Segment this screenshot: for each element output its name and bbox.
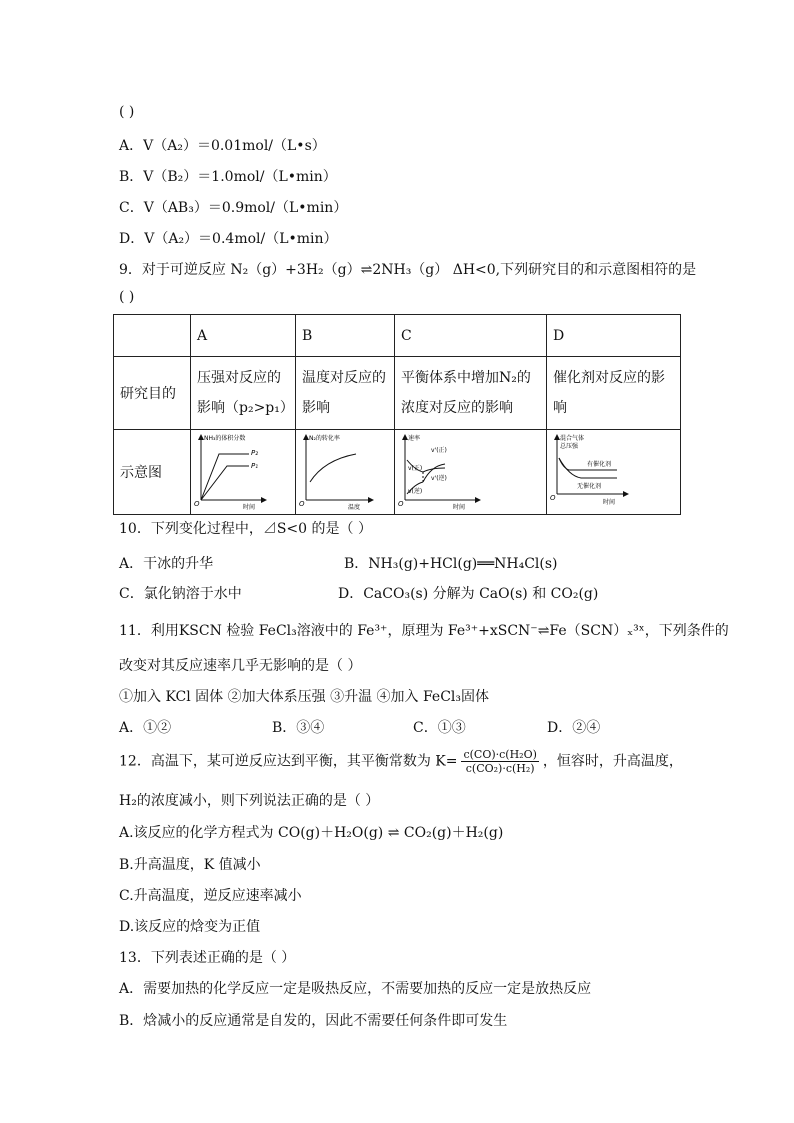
q9-c-ylabel: 速率 [408, 435, 421, 442]
q9-c-origin: O [398, 500, 404, 508]
q12-k-fraction [461, 748, 538, 775]
q9-a-origin: O [194, 500, 200, 508]
q9-d-origin: O [550, 494, 556, 502]
q9-b-ylabel: N₂的转化率 [309, 435, 340, 442]
q9-c-xlabel: 时间 [453, 504, 466, 510]
q11-option-d: D．②④ [547, 720, 601, 736]
q9-c-label-v-reverse: v(逆) [408, 488, 423, 495]
q9-c-label-v-forward: v(正) [408, 465, 423, 472]
q8-option-c: C．V（AB₃）＝0.9mol/（L•min） [119, 200, 348, 216]
q11-option-a: A．①② [119, 720, 172, 736]
q12-stem-post: ，恒容时，升高温度， [542, 753, 683, 770]
q12-stem-pre: 12．高温下，某可逆反应达到平衡，其平衡常数为 K= [119, 753, 458, 770]
q9-header-c: C [395, 315, 547, 357]
q8-option-d: D．V（A₂）＝0.4mol/（L•min） [119, 231, 338, 247]
q13-option-b: B．焓减小的反应通常是自发的，因此不需要任何条件即可发生 [119, 1013, 508, 1029]
q9-b-xlabel: 温度 [348, 504, 361, 510]
q10-option-b: B．NH₃(g)+HCl(g)══NH₄Cl(s) [344, 556, 558, 572]
q10-stem: 10．下列变化过程中，⊿S<0 的是（ ） [119, 521, 372, 537]
q9-c-label-vprime-reverse: v'(逆) [431, 475, 447, 482]
q12-option-c: C.升高温度，逆反应速率减小 [119, 888, 302, 904]
q9-purpose-d: 催化剂对反应的影响 [547, 357, 681, 430]
q9-diagram-c-cell [395, 430, 547, 515]
q9-diagram-b-cell [296, 430, 395, 515]
q13-stem: 13．下列表述正确的是（ ） [119, 950, 296, 966]
q9-b-origin: O [299, 500, 305, 508]
q12-option-d: D.该反应的焓变为正值 [119, 919, 261, 935]
q9-diagram-d-cell [547, 430, 681, 515]
q9-d-xlabel: 时间 [603, 499, 616, 506]
q9-paren: ( ) [119, 289, 135, 305]
q9-diagram-b [296, 430, 394, 510]
q11-option-b: B．③④ [272, 720, 325, 736]
q9-d-ylabel-1: 混合气体 [560, 435, 585, 442]
q9-d-label-no-catalyst: 无催化剂 [577, 483, 602, 490]
q9-diagram-a-cell [191, 430, 296, 515]
q9-purpose-a: 压强对反应的影响（p₂>p₁） [191, 357, 296, 430]
q11-conditions: ①加入 KCl 固体 ②加大体系压强 ③升温 ④加入 FeCl₃固体 [119, 689, 490, 705]
q13-option-a: A．需要加热的化学反应一定是吸热反应，不需要加热的反应一定是放热反应 [119, 981, 592, 997]
q9-a-ylabel: NH₃的体积分数 [204, 435, 246, 442]
q9-a-xlabel: 时间 [243, 504, 256, 510]
q12-option-a: A.该反应的化学方程式为 CO(g)＋H₂O(g) ⇌ CO₂(g)＋H₂(g) [119, 825, 504, 841]
q9-diagram-a [191, 430, 291, 510]
q8-option-b: B．V（B₂）＝1.0mol/（L•min） [119, 169, 337, 185]
q9-header-b: B [296, 315, 395, 357]
q9-purpose-b: 温度对反应的影响 [296, 357, 395, 430]
q8-paren: ( ) [119, 104, 135, 120]
q9-header-d: D [547, 315, 681, 357]
q11-stem-2: 改变对其反应速率几乎无影响的是（ ） [119, 658, 362, 674]
q10-option-c: C．氯化钠溶于水中 [119, 586, 242, 602]
q9-d-ylabel-2: 总压强 [560, 443, 579, 450]
q12-stem-line [119, 748, 683, 775]
q12-k-numerator: c(CO)·c(H₂O) [463, 748, 537, 761]
q10-option-a: A．干冰的升华 [119, 556, 214, 572]
q9-purpose-label: 研究目的 [114, 357, 191, 430]
q8-option-a: A．V（A₂）＝0.01mol/（L•s） [119, 138, 326, 154]
q11-stem: 11．利用KSCN 检验 FeCl₃溶液中的 Fe³⁺，原理为 Fe³⁺+xSCN⁻⇌Fe（SCN）ₓ³ˣ，下列条件的 [119, 623, 729, 639]
q9-header-empty [114, 315, 191, 357]
q9-diagram-label: 示意图 [114, 430, 191, 515]
q9-purpose-c: 平衡体系中增加N₂的浓度对反应的影响 [395, 357, 547, 430]
q12-k-denominator: c(CO₂)·c(H₂) [465, 762, 535, 775]
q9-c-label-vprime-forward: v'(正) [431, 447, 447, 454]
q9-a-curve-p1: P₁ [251, 462, 259, 470]
q9-d-label-with-catalyst: 有催化剂 [587, 461, 612, 468]
q12-option-b: B.升高温度，K 值减小 [119, 857, 261, 873]
q9-table [113, 314, 681, 515]
q9-diagram-c [395, 430, 546, 510]
q9-diagram-d [547, 430, 680, 510]
q9-a-curve-p2: P₂ [251, 449, 259, 457]
q12-stem-2: H₂的浓度减小，则下列说法正确的是（ ） [119, 793, 380, 809]
q10-option-d: D．CaCO₃(s) 分解为 CaO(s) 和 CO₂(g) [338, 586, 599, 602]
q9-header-a: A [191, 315, 296, 357]
q9-stem: 9．对于可逆反应 N₂（g）+3H₂（g）⇌2NH₃（g） ΔH<0,下列研究目的和示意图相符的是 [119, 262, 697, 278]
q11-option-c: C．①③ [413, 720, 466, 736]
